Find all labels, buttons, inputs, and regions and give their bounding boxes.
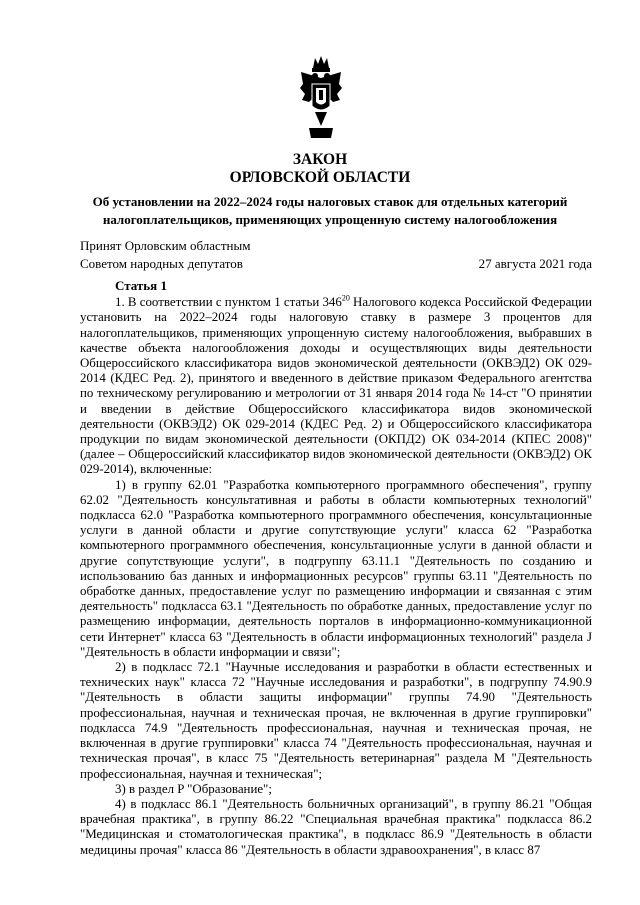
- coat-of-arms-emblem: [299, 54, 343, 140]
- adoption-date: 27 августа 2021 года: [478, 256, 592, 271]
- subparagraph-4: 4) в подкласс 86.1 "Деятельность больничных организаций", в группу 86.21 "Общая врачебная практика", в группу 86.22 "Специальная врачебная практика" подкласса 86.2 "Медицинская и стоматологическая практика", в подкласс 86.9 "Деятельность в области медицины прочая" класса 86 "Деятельность в области здравоохранения", в класс 87: [80, 796, 592, 857]
- article-heading: Статья 1: [115, 278, 167, 293]
- law-title: ЗАКОН: [292, 151, 348, 168]
- article-number-superscript: 20: [341, 293, 350, 303]
- subparagraph-1: 1) в группу 62.01 "Разработка компьютерного программного обеспечения", группу 62.02 "Деятельность консультативная и работы в области компьютерных технологий" подкласса 62.0 "Разработка компьютерного программного обеспечения, консультационные услуги в данной области и другие сопутствующие услуги" класса 62 "Разработка компьютерного программного обеспечения, консультационные услуги в данной области и другие сопутствующие услуги", в подгруппу 63.11.1 "Деятельность по созданию и использованию баз данных и информационных ресурсов" группы 63.11 "Деятельность по обработке данных, предоставление услуг по размещению информации и связанная с этим деятельность" подкласса 63.1 "Деятельность по обработке данных, предоставление услуг по размещению информации, деятельность порталов в информационно-коммуникационной сети Интернет" класса 63 "Деятельность в области информационных технологий" раздела J "Деятельность в области информации и связи";: [80, 477, 592, 659]
- paragraph-1-rest: Налогового кодекса Российской Федерации установить на 2022–2024 годы налоговую ставку в размере 3 процентов для налогоплательщиков, применяющих упрощенную систему налогообложения, выбравших в качестве объекта налогообложения доходы и осуществляющих виды деятельности Общероссийского классификатора видов экономической деятельности (ОКВЭД2) ОК 029-2014 (КДЕС Ред. 2), принятого и введенного в действие приказом Федерального агентства по техническому регулированию и метрологии от 31 января 2014 года № 14-ст "О принятии и введении в действие Общероссийского классификатора видов экономической деятельности (ОКВЭД2) ОК 029-2014 (КДЕС Ред. 2) и Общероссийского классификатора продукции по видам экономической деятельности (ОКПД2) ОК 034-2014 (КПЕС 2008)" (далее – Общероссийский классификатор видов экономической деятельности (ОКВЭД2) ОК 029-2014), включенные:: [80, 295, 592, 477]
- adoption-line-2: Советом народных депутатов: [80, 256, 243, 271]
- law-subtitle: [80, 193, 580, 229]
- subparagraph-2: 2) в подкласс 72.1 "Научные исследования и разработки в области естественных и технических наук" класса 72 "Научные исследования и разработки", в подгруппу 74.90.9 "Деятельность в области защиты информации" группы 74.90 "Деятельность профессиональная, научная и техническая прочая, не включенная в другие группировки" подкласса 74.9 "Деятельность профессиональная, научная и техническая прочая, не включенная в другие группировки" класса 74 "Деятельность профессиональная, научная и техническая прочая", в класс 75 "Деятельность ветеринарная" раздела M "Деятельность профессиональная, научная и техническая";: [80, 660, 592, 781]
- paragraph-1-start: 1. В соответствии с пунктом 1 статьи 346: [115, 295, 342, 310]
- adoption-block: [80, 237, 250, 273]
- adoption-line-1: Принят Орловским областным: [80, 238, 251, 253]
- region-title: ОРЛОВСКОЙ ОБЛАСТИ: [229, 169, 411, 186]
- subparagraph-3: 3) в раздел P "Образование";: [115, 781, 272, 796]
- subtitle-line-2: налогоплательщиков, применяющих упрощенную систему налогообложения: [102, 212, 558, 227]
- subtitle-line-1: Об установлении на 2022–2024 годы налоговых ставок для отдельных категорий: [92, 194, 568, 209]
- paragraph-1: [80, 295, 592, 477]
- article-1: [80, 278, 592, 858]
